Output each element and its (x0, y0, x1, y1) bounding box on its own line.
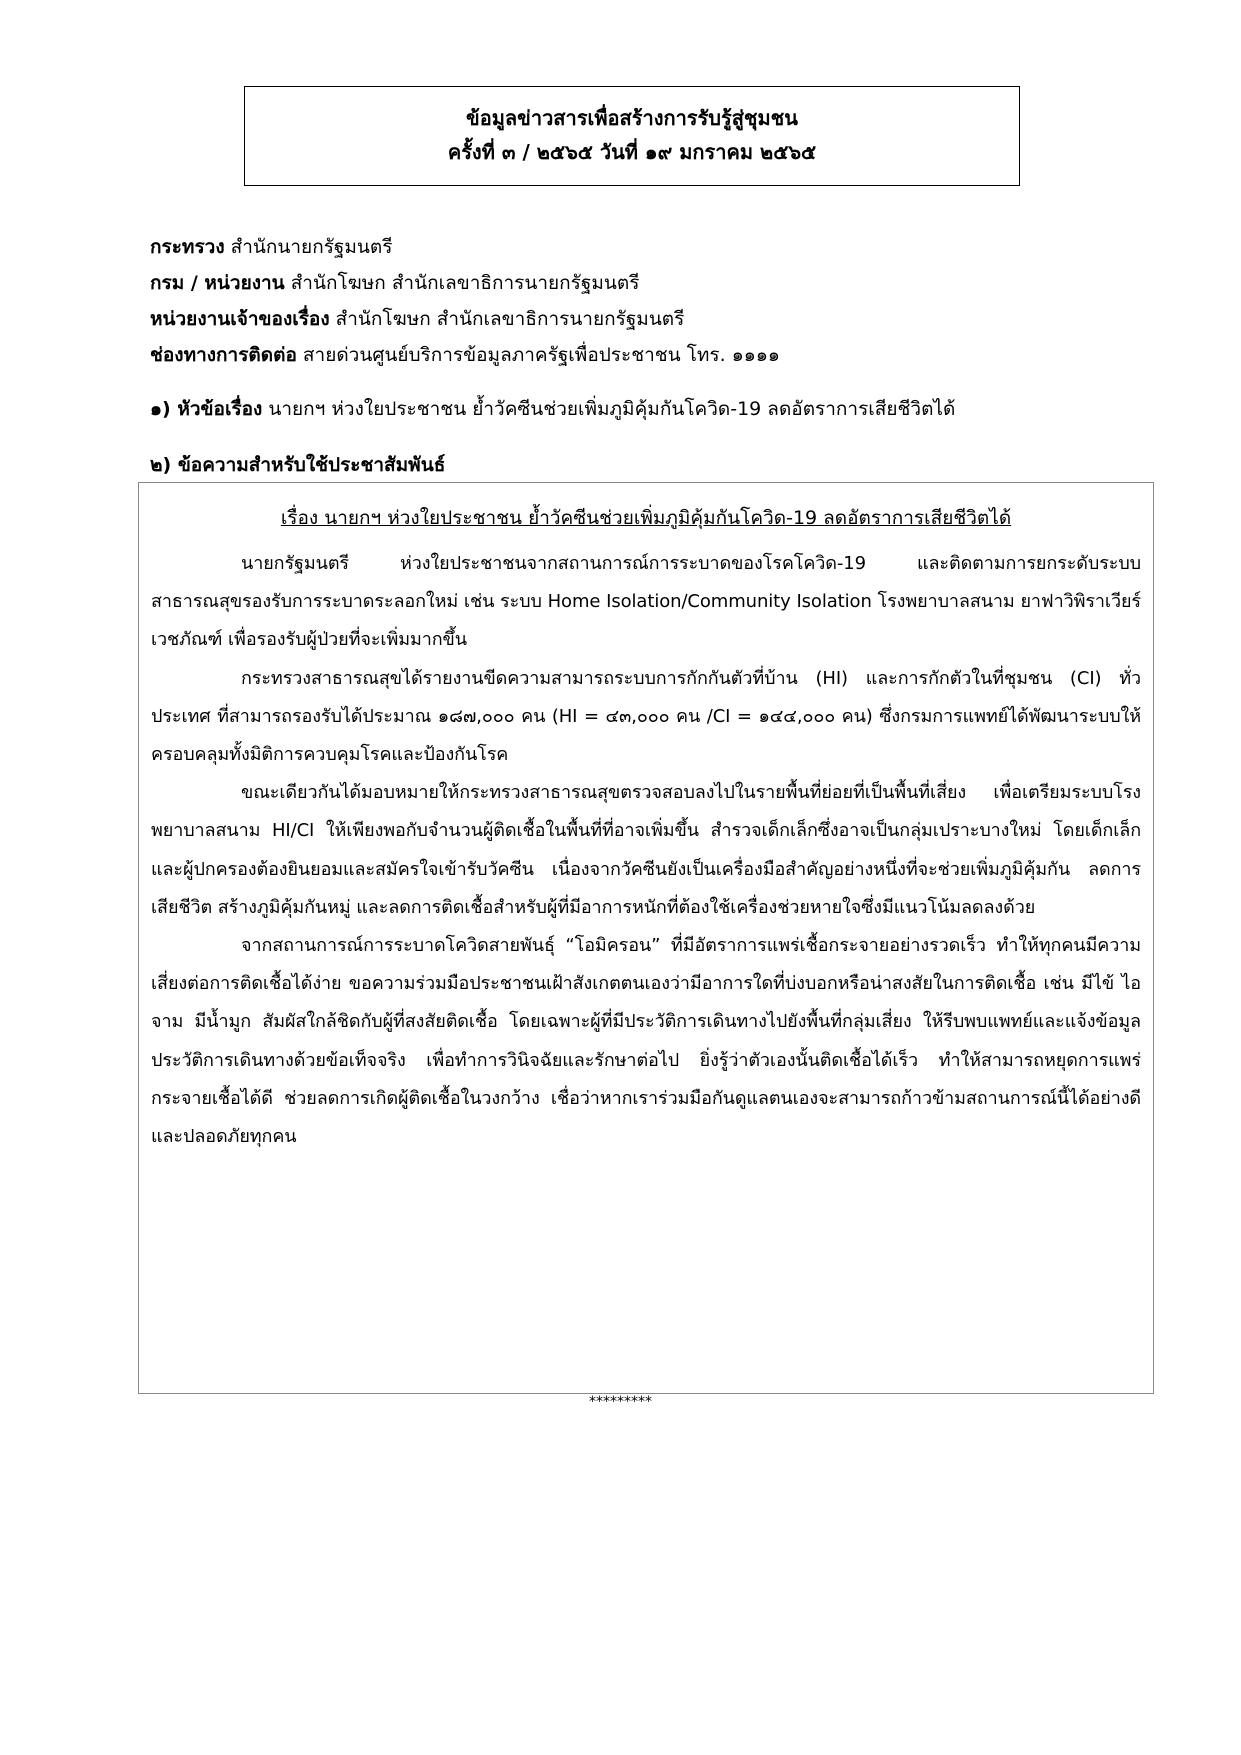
press-release-paragraph: กระทรวงสาธารณสุขได้รายงานขีดความสามารถระบบการกักกันตัวที่บ้าน (HI) และการกักตัวในที่ชุมชน (CI) ทั่วประเทศ ที่สามารถรองรับได้ประมาณ ๑๘๗,๐๐๐ คน (HI = ๔๓,๐๐๐ คน /CI = ๑๔๔,๐๐๐ คน) ซึ่งกรมการแพทย์ได้พัฒนาระบบให้ครอบคลุมทั้งมิติการควบคุมโรคและป้องกันโรค (151, 667, 1141, 766)
meta-contact-label: ช่องทางการติดต่อ (150, 344, 297, 366)
meta-ministry (150, 232, 392, 262)
section-2-label: ๒) ข้อความสำหรับใช้ประชาสัมพันธ์ (150, 454, 446, 476)
meta-owner-value: สำนักโฆษก สำนักเลขาธิการนายกรัฐมนตรี (335, 308, 685, 330)
meta-owner-label: หน่วยงานเจ้าของเรื่อง (150, 308, 330, 330)
meta-contact-value: สายด่วนศูนย์บริการข้อมูลภาครัฐเพื่อประชาชน โทร. ๑๑๑๑ (302, 344, 780, 366)
meta-department (150, 268, 639, 298)
press-release-paragraph: ขณะเดียวกันได้มอบหมายให้กระทรวงสาธารณสุขตรวจสอบลงไปในรายพื้นที่ย่อยที่เป็นพื้นที่เสี่ยง เพื่อเตรียมระบบโรงพยาบาลสนาม HI/CI ให้เพียงพอกับจำนวนผู้ติดเชื้อในพื้นที่ที่อาจเพิ่มขึ้น สำรวจเด็กเล็กซึ่งอาจเป็นกลุ่มเปราะบางใหม่ โดยเด็กเล็กและผู้ปกครองต้องยินยอมและสมัครใจเข้ารับวัคซีน เนื่องจากวัคซีนยังเป็นเครื่องมือสำคัญอย่างหนึ่งที่จะช่วยเพิ่มภูมิคุ้มกัน ลดการเสียชีวิต สร้างภูมิคุ้มกันหมู่ และลดการติดเชื้อสำหรับผู้ที่มีอาการหนักที่ต้องใช้เครื่องช่วยหายใจซึ่งมีแนวโน้มลดลงด้วย (151, 782, 1141, 918)
meta-department-label: กรม / หน่วยงาน (150, 272, 285, 294)
end-of-document-mark: ********* (589, 1394, 652, 1410)
press-release-paragraph: นายกรัฐมนตรี ห่วงใยประชาชนจากสถานการณ์การระบาดของโรคโควิด-19 และติดตามการยกระดับระบบสาธารณสุขรองรับการระบาดระลอกใหม่ เช่น ระบบ Home Isolation/Community Isolation โรงพยาบาลสนาม ยาฟาวิพิราเวียร์ เวชภัณฑ์ เพื่อรองรับผู้ป่วยที่จะเพิ่มมากขึ้น (151, 553, 1141, 651)
meta-topic-value: นายกฯ ห่วงใยประชาชน ย้ำวัคซีนช่วยเพิ่มภูมิคุ้มกันโควิด-19 ลดอัตราการเสียชีวิตได้ (268, 398, 956, 420)
press-release-box (138, 482, 1154, 1394)
meta-topic (150, 394, 955, 424)
meta-ministry-value: สำนักนายกรัฐมนตรี (230, 236, 393, 258)
meta-topic-label: ๑) หัวข้อเรื่อง (150, 398, 263, 420)
press-release-title: เรื่อง นายกฯ ห่วงใยประชาชน ย้ำวัคซีนช่วยเพิ่มภูมิคุ้มกันโควิด-19 ลดอัตราการเสียชีวิตได้ (280, 507, 1012, 529)
header-title: ข้อมูลข่าวสารเพื่อสร้างการรับรู้สู่ชุมชน (466, 106, 798, 130)
header-issue-date: ครั้งที่ ๓ / ๒๕๖๕ วันที่ ๑๙ มกราคม ๒๕๖๕ (447, 140, 817, 164)
meta-ministry-label: กระทรวง (150, 236, 225, 258)
press-release-paragraph: จากสถานการณ์การระบาดโควิดสายพันธุ์ “โอมิครอน” ที่มีอัตราการแพร่เชื้อกระจายอย่างรวดเร็ว ทำให้ทุกคนมีความเสี่ยงต่อการติดเชื้อได้ง่าย ขอความร่วมมือประชาชนเฝ้าสังเกตตนเองว่ามีอาการใดที่บ่งบอกหรือน่าสงสัยในการติดเชื้อ เช่น มีไข้ ไอ จาม มีน้ำมูก สัมผัสใกล้ชิดกับผู้ที่สงสัยติดเชื้อ โดยเฉพาะผู้ที่มีประวัติการเดินทางไปยังพื้นที่กลุ่มเสี่ยง ให้รีบพบแพทย์และแจ้งข้อมูล ประวัติการเดินทางด้วยข้อเท็จจริง เพื่อทำการวินิจฉัยและรักษาต่อไป ยิ่งรู้ว่าตัวเองนั้นติดเชื้อได้เร็ว ทำให้สามารถหยุดการแพร่กระจายเชื้อได้ดี ช่วยลดการเกิดผู้ติดเชื้อในวงกว้าง เชื่อว่าหากเราร่วมมือกันดูแลตนเองจะสามารถก้าวข้ามสถานการณ์นี้ได้อย่างดีและปลอดภัยทุกคน (151, 935, 1141, 1148)
meta-contact (150, 340, 780, 370)
meta-department-value: สำนักโฆษก สำนักเลขาธิการนายกรัฐมนตรี (290, 272, 640, 294)
meta-owner (150, 304, 684, 334)
document-header-box (244, 86, 1020, 186)
